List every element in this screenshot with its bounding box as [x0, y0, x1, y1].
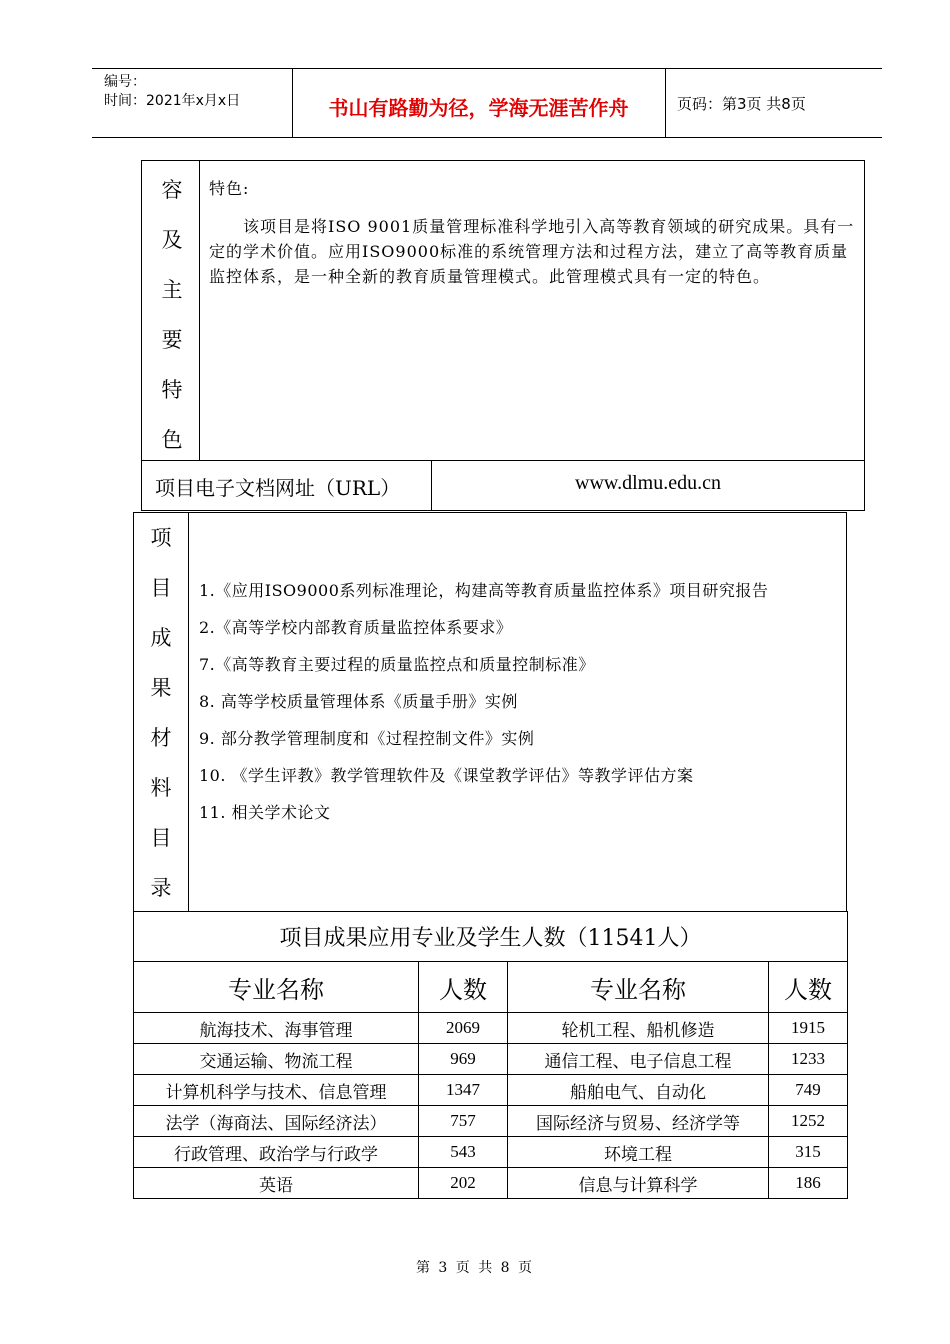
- results-list-item: 2.《高等学校内部教育质量监控体系要求》: [199, 618, 513, 637]
- results-label-char: 料: [150, 776, 172, 800]
- page-header: [92, 68, 882, 138]
- doc-time: 时间：2021年x月x日: [104, 93, 241, 109]
- header-meta: [104, 73, 240, 111]
- features-right-border: [864, 160, 865, 511]
- features-vertical-label: [146, 165, 198, 465]
- table-row: [134, 1075, 848, 1106]
- student-count-cell: 749: [769, 1075, 848, 1106]
- table-header-cell: 人数: [769, 962, 848, 1013]
- features-label-divider: [199, 160, 200, 461]
- results-label-divider: [188, 512, 189, 912]
- page-footer: 第 3 页 共 8 页: [415, 1260, 535, 1276]
- student-count-cell: 186: [769, 1168, 848, 1199]
- results-label-char: 目: [150, 576, 172, 600]
- features-label-char: 特: [161, 378, 183, 402]
- header-page-info: 页码：第3页 共8页: [677, 95, 806, 113]
- results-label-char: 果: [150, 676, 172, 700]
- major-name-cell: 信息与计算科学: [508, 1168, 769, 1199]
- results-label-char: 录: [150, 876, 172, 900]
- doc-code-label: 编号：: [104, 74, 146, 90]
- results-vertical-label: [134, 513, 188, 913]
- results-top-border: [133, 512, 847, 513]
- results-label-char: 项: [150, 526, 172, 550]
- results-list-item: 1.《应用ISO9000系列标准理论，构建高等教育质量监控体系》项目研究报告: [199, 581, 769, 600]
- student-count-cell: 1347: [419, 1075, 508, 1106]
- major-name-cell: 法学（海商法、国际经济法）: [134, 1106, 419, 1137]
- features-heading: 特色:: [209, 179, 250, 198]
- student-count-cell: 543: [419, 1137, 508, 1168]
- features-top-border: [141, 160, 865, 161]
- results-label-char: 目: [150, 826, 172, 850]
- student-count-cell: 969: [419, 1044, 508, 1075]
- features-label-char: 容: [161, 178, 183, 202]
- table-header-cell: 专业名称: [508, 962, 769, 1013]
- url-bottom-border: [141, 510, 865, 511]
- results-right-border: [846, 512, 847, 912]
- major-name-cell: 轮机工程、船机修造: [508, 1013, 769, 1044]
- student-count-cell: 1233: [769, 1044, 848, 1075]
- url-value: www.dlmu.edu.cn: [575, 472, 721, 494]
- table-header-cell: 专业名称: [134, 962, 419, 1013]
- results-label-char: 成: [150, 626, 172, 650]
- major-name-cell: 英语: [134, 1168, 419, 1199]
- results-list-item: 10. 《学生评教》教学管理软件及《课堂教学评估》等教学评估方案: [199, 766, 694, 785]
- table-title: 项目成果应用专业及学生人数（11541人）: [134, 912, 848, 962]
- features-label-char: 主: [161, 278, 183, 302]
- major-name-cell: 环境工程: [508, 1137, 769, 1168]
- major-name-cell: 行政管理、政治学与行政学: [134, 1137, 419, 1168]
- features-body: 该项目是将ISO 9001质量管理标准科学地引入高等教育领域的研究成果。具有一定的学术价值。应用ISO9000标准的系统管理方法和过程方法，建立了高等教育质量监控体系，是一种全新的教育质量管理模式。此管理模式具有一定的特色。: [209, 217, 855, 286]
- features-label-char: 要: [161, 328, 183, 352]
- major-name-cell: 船舶电气、自动化: [508, 1075, 769, 1106]
- results-list-item: 11. 相关学术论文: [199, 803, 331, 822]
- application-table: [133, 911, 848, 1199]
- table-row: [134, 1013, 848, 1044]
- major-name-cell: 通信工程、电子信息工程: [508, 1044, 769, 1075]
- student-count-cell: 1252: [769, 1106, 848, 1137]
- features-bottom-border: [141, 460, 865, 461]
- student-count-cell: 315: [769, 1137, 848, 1168]
- student-count-cell: 2069: [419, 1013, 508, 1044]
- features-left-border: [141, 160, 142, 511]
- student-count-cell: 202: [419, 1168, 508, 1199]
- major-name-cell: 航海技术、海事管理: [134, 1013, 419, 1044]
- major-name-cell: 交通运输、物流工程: [134, 1044, 419, 1075]
- table-header-row: [134, 962, 848, 1013]
- major-name-cell: 国际经济与贸易、经济学等: [508, 1106, 769, 1137]
- results-list-item: 9. 部分教学管理制度和《过程控制文件》实例: [199, 729, 535, 748]
- table-row: [134, 1168, 848, 1199]
- features-label-char: 及: [161, 228, 183, 252]
- table-row: [134, 1137, 848, 1168]
- student-count-cell: 757: [419, 1106, 508, 1137]
- header-divider: [665, 69, 666, 137]
- results-list-item: 7.《高等教育主要过程的质量监控点和质量控制标准》: [199, 655, 595, 674]
- table-row: [134, 1106, 848, 1137]
- student-count-cell: 1915: [769, 1013, 848, 1044]
- table-header-cell: 人数: [419, 962, 508, 1013]
- table-row: [134, 1044, 848, 1075]
- results-list-item: 8. 高等学校质量管理体系《质量手册》实例: [199, 692, 518, 711]
- url-label: 项目电子文档网址（URL）: [155, 476, 401, 500]
- results-list: [199, 578, 844, 837]
- major-name-cell: 计算机科学与技术、信息管理: [134, 1075, 419, 1106]
- header-motto: 书山有路勤为径，学海无涯苦作舟: [328, 96, 629, 120]
- features-label-char: 色: [161, 428, 183, 452]
- results-label-char: 材: [150, 726, 172, 750]
